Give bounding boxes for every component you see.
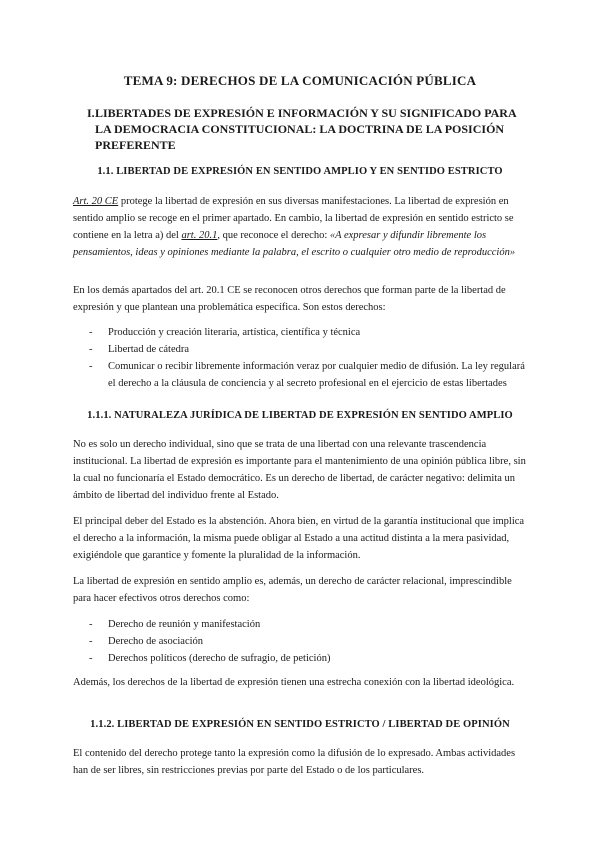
list-item: - Comunicar o recibir libremente información veraz por cualquier medio de difusión. La ley regulará el derecho a la cláusula de conciencia y al secreto profesional en el ejercicio de estas libertades [89,361,525,389]
subsection-heading-1-1-2: 1.1.2. LIBERTAD DE EXPRESIÓN EN SENTIDO ESTRICTO / LIBERTAD DE OPINIÓN [90,719,510,730]
paragraph-relacional [73,573,528,607]
list-derechos [73,324,528,392]
paragraph-text: , que reconoce el derecho: [217,230,330,241]
paragraph-text: Además, los derechos de la libertad de expresión tienen una estrecha conexión con la libertad ideológica. [73,677,515,688]
paragraph-contenido [73,745,528,779]
subsection-heading-1-1-1: 1.1.1. NATURALEZA JURÍDICA DE LIBERTAD DE EXPRESIÓN EN SENTIDO AMPLIO [87,410,513,421]
section-heading-text: LIBERTADES DE EXPRESIÓN E INFORMACIÓN Y SU SIGNIFICADO PARA LA DEMOCRACIA CONSTITUCIONAL: LA DOCTRINA DE LA POSICIÓN PREFERENTE [95,106,516,152]
paragraph-text: El principal deber del Estado es la abstención. Ahora bien, en virtud de la garantía institucional que implica el derecho a la información, la misma puede obligar al Estado a una actitud distinta a la mera pasividad, exigiéndole que garantice y fomente la pluralidad de la información. [73,516,525,561]
paragraph-text: En los demás apartados del art. 20.1 CE se reconocen otros derechos que forman parte de la libertad de expresión y que plantean una problemática específica. Son estos derechos: [73,285,506,313]
list-item: - Derecho de asociación [89,636,204,647]
page-title: TEMA 9: DERECHOS DE LA COMUNICACIÓN PÚBLICA [123,73,477,88]
ref-art-20-ce: Art. 20 CE [73,196,119,207]
paragraph-art-20 [73,193,528,261]
paragraph-deber-estado [73,513,528,564]
subsection-heading-1-1: 1.1. LIBERTAD DE EXPRESIÓN EN SENTIDO AMPLIO Y EN SENTIDO ESTRICTO [97,166,503,177]
paragraph-naturaleza [73,436,528,504]
paragraph-text: El contenido del derecho protege tanto la expresión como la difusión de lo expresado. Ambas actividades han de ser libres, sin restricciones previas por parte del Estado o de los particulares. [73,748,516,776]
section-heading [87,105,530,153]
section-number: I. [87,106,95,120]
quote-text: «A expresar y difundir libremente los pensamientos, ideas y opiniones mediante la palabra, el escrito o cualquier otro medio de reproducción» [73,230,516,258]
list-item: - Producción y creación literaria, artística, científica y técnica [89,327,361,338]
ref-art-20-1: art. 20.1 [181,230,218,241]
paragraph-libertad-ideologica [73,674,528,691]
list-item: - Derecho de reunión y manifestación [89,619,261,630]
paragraph-text: La libertad de expresión en sentido amplio es, además, un derecho de carácter relacional, imprescindible para hacer efectivos otros derechos como: [73,576,512,604]
list-otros-derechos [73,616,528,667]
paragraph-text: protege la libertad de expresión en sus diversas manifestaciones. La libertad de expresión en sentido amplio se recoge en el primer apartado. En cambio, la libertad de expresión en sentido estricto se contiene en la letra a) del [73,196,514,241]
paragraph-text: No es solo un derecho individual, sino que se trata de una libertad con una relevante trascendencia institucional. La libertad de expresión es importante para el mantenimiento de una opinión pública libre, sin la cual no funcionaría el Estado democrático. Es un derecho de libertad, de carácter negativo: delimita un ámbito de libertad del individuo frente al Estado. [73,439,526,501]
list-item: - Derechos políticos (derecho de sufragio, de petición) [89,653,331,664]
paragraph-otros-derechos [73,282,528,316]
list-item: - Libertad de cátedra [89,344,190,355]
